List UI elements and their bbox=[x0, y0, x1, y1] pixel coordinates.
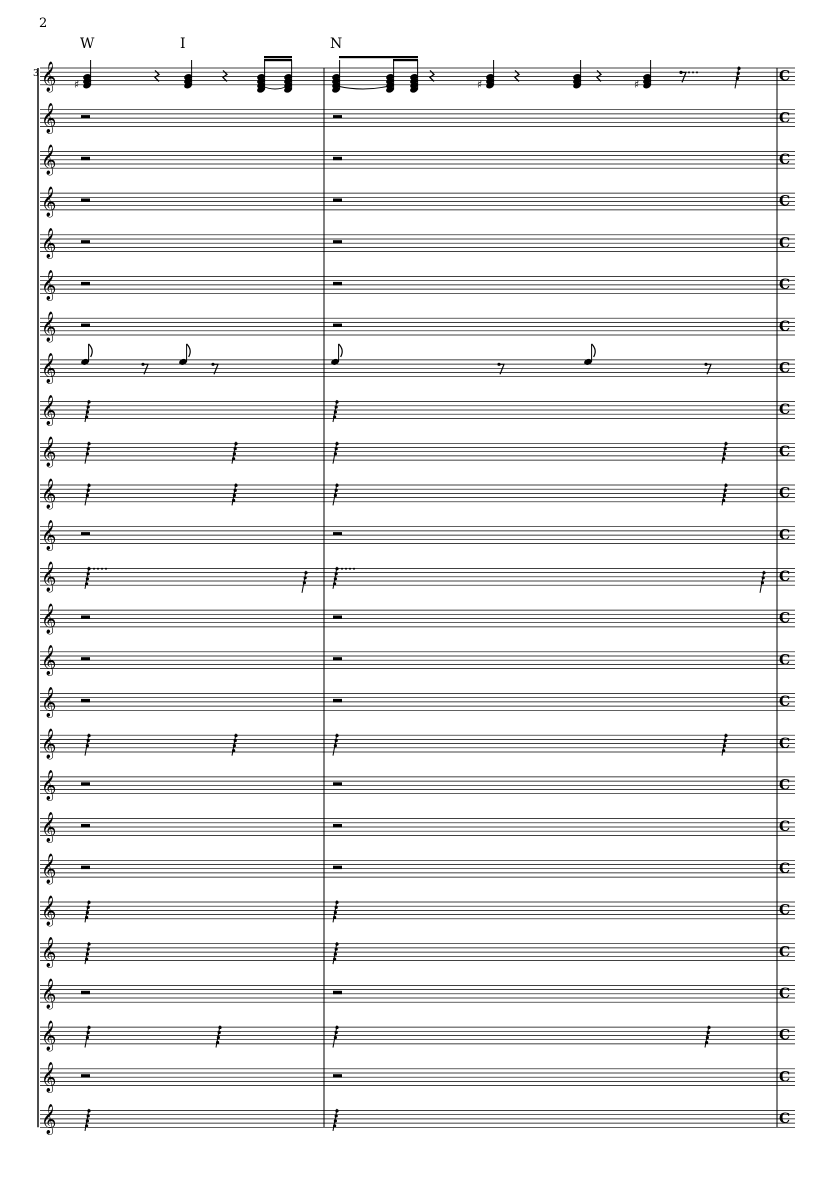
eighth-rest-dot bbox=[211, 363, 214, 366]
rest-flag bbox=[335, 734, 338, 737]
rest-flag bbox=[86, 410, 89, 413]
treble-clef: 𝄞 bbox=[41, 145, 57, 176]
half-rest bbox=[81, 657, 90, 660]
rest-flag bbox=[333, 958, 336, 961]
rest-flag bbox=[333, 582, 336, 585]
time-signature: C bbox=[779, 694, 791, 711]
rest-flag bbox=[762, 576, 765, 579]
dot bbox=[345, 568, 347, 570]
rest-flag bbox=[86, 494, 89, 497]
staff-17 bbox=[40, 728, 795, 760]
staff-14 bbox=[40, 603, 795, 635]
rest-flag bbox=[334, 452, 337, 455]
rest-flag bbox=[86, 744, 89, 747]
rest-flag bbox=[736, 77, 739, 80]
dot bbox=[341, 568, 343, 570]
time-signature: C bbox=[779, 318, 791, 335]
staff-4 bbox=[40, 186, 795, 218]
treble-clef: 𝄞 bbox=[41, 645, 57, 676]
dot bbox=[105, 568, 107, 570]
rest-flag bbox=[724, 442, 727, 445]
rest-flag bbox=[335, 400, 338, 403]
treble-clef: 𝄞 bbox=[41, 1104, 57, 1135]
rest-flag bbox=[86, 577, 89, 580]
rest-flag bbox=[335, 739, 338, 742]
time-signature: C bbox=[779, 569, 791, 585]
rest-flag bbox=[87, 1109, 90, 1112]
rest-flag bbox=[87, 906, 90, 909]
rest-flag bbox=[234, 447, 237, 450]
rest-flag bbox=[335, 1114, 338, 1117]
half-rest bbox=[333, 616, 342, 619]
sharp: ♯ bbox=[74, 78, 80, 91]
rest-flag bbox=[334, 577, 337, 580]
staff-20 bbox=[40, 853, 795, 885]
dot bbox=[97, 568, 99, 570]
half-rest bbox=[333, 782, 342, 785]
rest-flag bbox=[87, 1031, 90, 1034]
half-rest bbox=[81, 532, 90, 535]
rest-flag bbox=[87, 442, 90, 445]
time-signature: C bbox=[779, 360, 791, 377]
rest-flag bbox=[724, 447, 727, 450]
rest-flag bbox=[232, 457, 235, 460]
treble-clef: 𝄞 bbox=[41, 603, 57, 634]
rest-flag bbox=[705, 1041, 708, 1044]
half-rest bbox=[81, 282, 90, 285]
rest-flag bbox=[232, 499, 235, 502]
staff-3 bbox=[40, 144, 795, 176]
rest-flag bbox=[333, 1124, 336, 1127]
half-rest bbox=[81, 699, 90, 702]
rest-flag bbox=[333, 415, 336, 418]
time-signature: C bbox=[779, 527, 791, 544]
treble-clef: 𝄞 bbox=[41, 1020, 57, 1051]
rest-flag bbox=[706, 1036, 709, 1039]
beam bbox=[393, 59, 418, 61]
time-signature: C bbox=[779, 1069, 791, 1086]
dot bbox=[692, 71, 694, 73]
treble-clef: 𝄞 bbox=[41, 270, 57, 301]
time-signature: C bbox=[779, 735, 791, 752]
half-rest bbox=[81, 1074, 90, 1077]
half-rest bbox=[81, 157, 90, 160]
rest-flag bbox=[233, 744, 236, 747]
rest-flag bbox=[232, 749, 235, 752]
rest-flag bbox=[737, 72, 740, 75]
rest-flag bbox=[85, 958, 88, 961]
rest-flag bbox=[87, 948, 90, 951]
staff-1 bbox=[40, 56, 795, 94]
staff-12 bbox=[40, 520, 795, 552]
half-rest bbox=[333, 866, 342, 869]
flag bbox=[187, 344, 191, 357]
time-signature: C bbox=[779, 819, 791, 836]
rest-flag bbox=[87, 1026, 90, 1029]
dot bbox=[696, 71, 698, 73]
rest-flag bbox=[86, 953, 89, 956]
rest-flag bbox=[335, 442, 338, 445]
time-signature: C bbox=[779, 777, 791, 794]
rehearsal-mark-i: I bbox=[180, 36, 186, 52]
rest-flag bbox=[724, 739, 727, 742]
time-signature: C bbox=[779, 485, 791, 502]
time-signature: C bbox=[779, 193, 791, 210]
staff-5 bbox=[40, 228, 795, 260]
time-signature: C bbox=[779, 277, 791, 294]
staff-25 bbox=[40, 1062, 795, 1094]
time-signature: C bbox=[779, 1111, 791, 1128]
staff-8 bbox=[40, 344, 795, 385]
dot bbox=[101, 568, 103, 570]
dot bbox=[688, 71, 690, 73]
half-rest bbox=[81, 240, 90, 243]
rest-flag bbox=[334, 911, 337, 914]
staff-19 bbox=[40, 811, 795, 843]
measure-number: 3 bbox=[33, 69, 39, 79]
rest-flag bbox=[335, 1031, 338, 1034]
treble-clef: 𝄞 bbox=[41, 729, 57, 759]
staff-9 bbox=[40, 394, 795, 426]
rest-flag bbox=[86, 911, 89, 914]
half-rest bbox=[81, 199, 90, 202]
rest-flag bbox=[218, 1031, 221, 1034]
treble-clef: 𝄞 bbox=[41, 61, 57, 92]
rest-flag bbox=[87, 567, 90, 570]
rest-flag bbox=[303, 581, 306, 584]
rest-flag bbox=[723, 452, 726, 455]
rest-flag bbox=[707, 1026, 710, 1029]
treble-clef: 𝄞 bbox=[41, 770, 57, 801]
rest-flag bbox=[234, 442, 237, 445]
dot bbox=[353, 568, 355, 570]
rest-flag bbox=[334, 494, 337, 497]
page-number: 2 bbox=[39, 16, 48, 31]
half-rest bbox=[333, 1074, 342, 1077]
time-signature: C bbox=[779, 610, 791, 627]
staff-15 bbox=[40, 645, 795, 677]
rest-flag bbox=[86, 1036, 89, 1039]
half-rest bbox=[333, 240, 342, 243]
treble-clef: 𝄞 bbox=[41, 186, 57, 217]
flag bbox=[339, 344, 343, 357]
sharp: ♯ bbox=[477, 78, 483, 91]
rehearsal-mark-w: W bbox=[80, 36, 95, 52]
tie bbox=[337, 86, 389, 89]
half-rest bbox=[333, 699, 342, 702]
rest-flag bbox=[707, 1031, 710, 1034]
treble-clef: 𝄞 bbox=[41, 228, 57, 259]
eighth-rest-dot bbox=[704, 363, 707, 366]
rest-flag bbox=[737, 67, 740, 70]
rest-flag bbox=[304, 576, 307, 579]
treble-clef: 𝄞 bbox=[41, 478, 57, 509]
half-rest bbox=[81, 991, 90, 994]
half-rest bbox=[81, 616, 90, 619]
staff-21 bbox=[40, 895, 795, 927]
rest-flag bbox=[335, 572, 338, 575]
time-signature: C bbox=[779, 402, 791, 419]
treble-clef: 𝄞 bbox=[41, 562, 57, 593]
time-signature: C bbox=[779, 68, 791, 85]
time-signature: C bbox=[779, 152, 791, 168]
time-signature: C bbox=[779, 986, 791, 1002]
rest-flag bbox=[87, 400, 90, 403]
time-signature: C bbox=[779, 110, 791, 127]
time-signature: C bbox=[779, 443, 791, 460]
rest-flag bbox=[335, 489, 338, 492]
treble-clef: 𝄞 bbox=[41, 937, 57, 968]
treble-clef: 𝄞 bbox=[41, 437, 57, 468]
treble-clef: 𝄞 bbox=[41, 979, 57, 1010]
treble-clef: 𝄞 bbox=[41, 353, 57, 384]
rest-flag bbox=[87, 489, 90, 492]
rest-flag bbox=[87, 484, 90, 487]
rest-flag bbox=[335, 906, 338, 909]
time-signature: C bbox=[779, 652, 791, 669]
rest-flag bbox=[334, 1119, 337, 1122]
rest-flag bbox=[335, 1109, 338, 1112]
rest-flag bbox=[85, 415, 88, 418]
treble-clef: 𝄞 bbox=[41, 395, 57, 426]
staff-18 bbox=[40, 770, 795, 802]
time-signature: C bbox=[779, 235, 791, 252]
rehearsal-mark-n: N bbox=[330, 36, 343, 52]
staff-13 bbox=[40, 561, 795, 593]
rest-flag bbox=[86, 452, 89, 455]
rest-flag bbox=[87, 943, 90, 946]
tie bbox=[262, 86, 288, 89]
treble-clef: 𝄞 bbox=[41, 103, 57, 134]
half-rest bbox=[333, 657, 342, 660]
half-rest bbox=[81, 115, 90, 118]
rest-flag bbox=[218, 1026, 221, 1029]
staff-10 bbox=[40, 436, 795, 468]
half-rest bbox=[333, 532, 342, 535]
beam bbox=[264, 59, 292, 61]
half-rest bbox=[81, 866, 90, 869]
half-rest bbox=[333, 824, 342, 827]
rest-flag bbox=[85, 1124, 88, 1127]
time-signature: C bbox=[779, 860, 791, 877]
rest-flag bbox=[85, 582, 88, 585]
rest-flag bbox=[334, 410, 337, 413]
half-rest bbox=[333, 115, 342, 118]
rest-flag bbox=[234, 484, 237, 487]
staff-7 bbox=[40, 311, 795, 343]
eighth-rest-dot bbox=[141, 363, 144, 366]
eighth-rest-dot bbox=[679, 71, 682, 74]
rest-flag bbox=[335, 484, 338, 487]
staff-24 bbox=[40, 1020, 795, 1052]
rest-flag bbox=[724, 734, 727, 737]
rest-flag bbox=[722, 499, 725, 502]
beam bbox=[339, 56, 418, 58]
rest-flag bbox=[304, 571, 307, 574]
flag bbox=[592, 344, 596, 357]
rest-flag bbox=[335, 948, 338, 951]
rest-flag bbox=[335, 1026, 338, 1029]
rest-flag bbox=[334, 953, 337, 956]
rest-flag bbox=[86, 1119, 89, 1122]
rest-flag bbox=[334, 1036, 337, 1039]
treble-clef: 𝄞 bbox=[41, 520, 57, 551]
treble-clef: 𝄞 bbox=[41, 895, 57, 926]
half-rest bbox=[81, 324, 90, 327]
treble-clef: 𝄞 bbox=[41, 312, 57, 342]
rest-flag bbox=[234, 734, 237, 737]
rest-flag bbox=[333, 916, 336, 919]
half-rest bbox=[333, 282, 342, 285]
rest-flag bbox=[335, 447, 338, 450]
rest-flag bbox=[335, 901, 338, 904]
rest-flag bbox=[234, 489, 237, 492]
half-rest bbox=[333, 157, 342, 160]
rest-flag bbox=[761, 581, 764, 584]
rest-flag bbox=[723, 494, 726, 497]
time-signature: C bbox=[779, 902, 791, 919]
treble-clef: 𝄞 bbox=[41, 1062, 57, 1093]
dot bbox=[93, 568, 95, 570]
treble-clef: 𝄞 bbox=[41, 854, 57, 885]
sharp: ♯ bbox=[634, 78, 640, 91]
beam bbox=[264, 56, 292, 58]
rest-flag bbox=[722, 457, 725, 460]
rest-flag bbox=[335, 943, 338, 946]
rest-flag bbox=[87, 572, 90, 575]
rest-flag bbox=[87, 901, 90, 904]
rest-flag bbox=[87, 405, 90, 408]
rest-flag bbox=[87, 734, 90, 737]
rest-flag bbox=[216, 1041, 219, 1044]
rest-flag bbox=[334, 744, 337, 747]
flag bbox=[89, 344, 93, 357]
time-signature: C bbox=[779, 944, 791, 961]
half-rest bbox=[333, 324, 342, 327]
half-rest bbox=[333, 199, 342, 202]
treble-clef: 𝄞 bbox=[41, 812, 57, 843]
half-rest bbox=[81, 824, 90, 827]
rest-flag bbox=[335, 567, 338, 570]
rest-flag bbox=[335, 405, 338, 408]
rest-flag bbox=[233, 452, 236, 455]
rest-flag bbox=[723, 744, 726, 747]
staff-11 bbox=[40, 478, 795, 510]
half-rest bbox=[333, 991, 342, 994]
time-signature: C bbox=[779, 1027, 791, 1044]
staff-26 bbox=[40, 1103, 795, 1135]
half-rest bbox=[81, 782, 90, 785]
rest-flag bbox=[87, 447, 90, 450]
rest-flag bbox=[234, 739, 237, 742]
rest-flag bbox=[724, 489, 727, 492]
rest-flag bbox=[217, 1036, 220, 1039]
staff-2 bbox=[40, 103, 795, 135]
rest-flag bbox=[724, 484, 727, 487]
eighth-rest-dot bbox=[497, 363, 500, 366]
rest-flag bbox=[87, 739, 90, 742]
staff-23 bbox=[40, 978, 795, 1010]
dot bbox=[349, 568, 351, 570]
rest-flag bbox=[233, 494, 236, 497]
rest-flag bbox=[85, 916, 88, 919]
staff-22 bbox=[40, 937, 795, 969]
rest-flag bbox=[762, 571, 765, 574]
rest-flag bbox=[722, 749, 725, 752]
staff-6 bbox=[40, 269, 795, 301]
rest-flag bbox=[87, 1114, 90, 1117]
treble-clef: 𝄞 bbox=[41, 687, 57, 718]
staff-16 bbox=[40, 686, 795, 718]
